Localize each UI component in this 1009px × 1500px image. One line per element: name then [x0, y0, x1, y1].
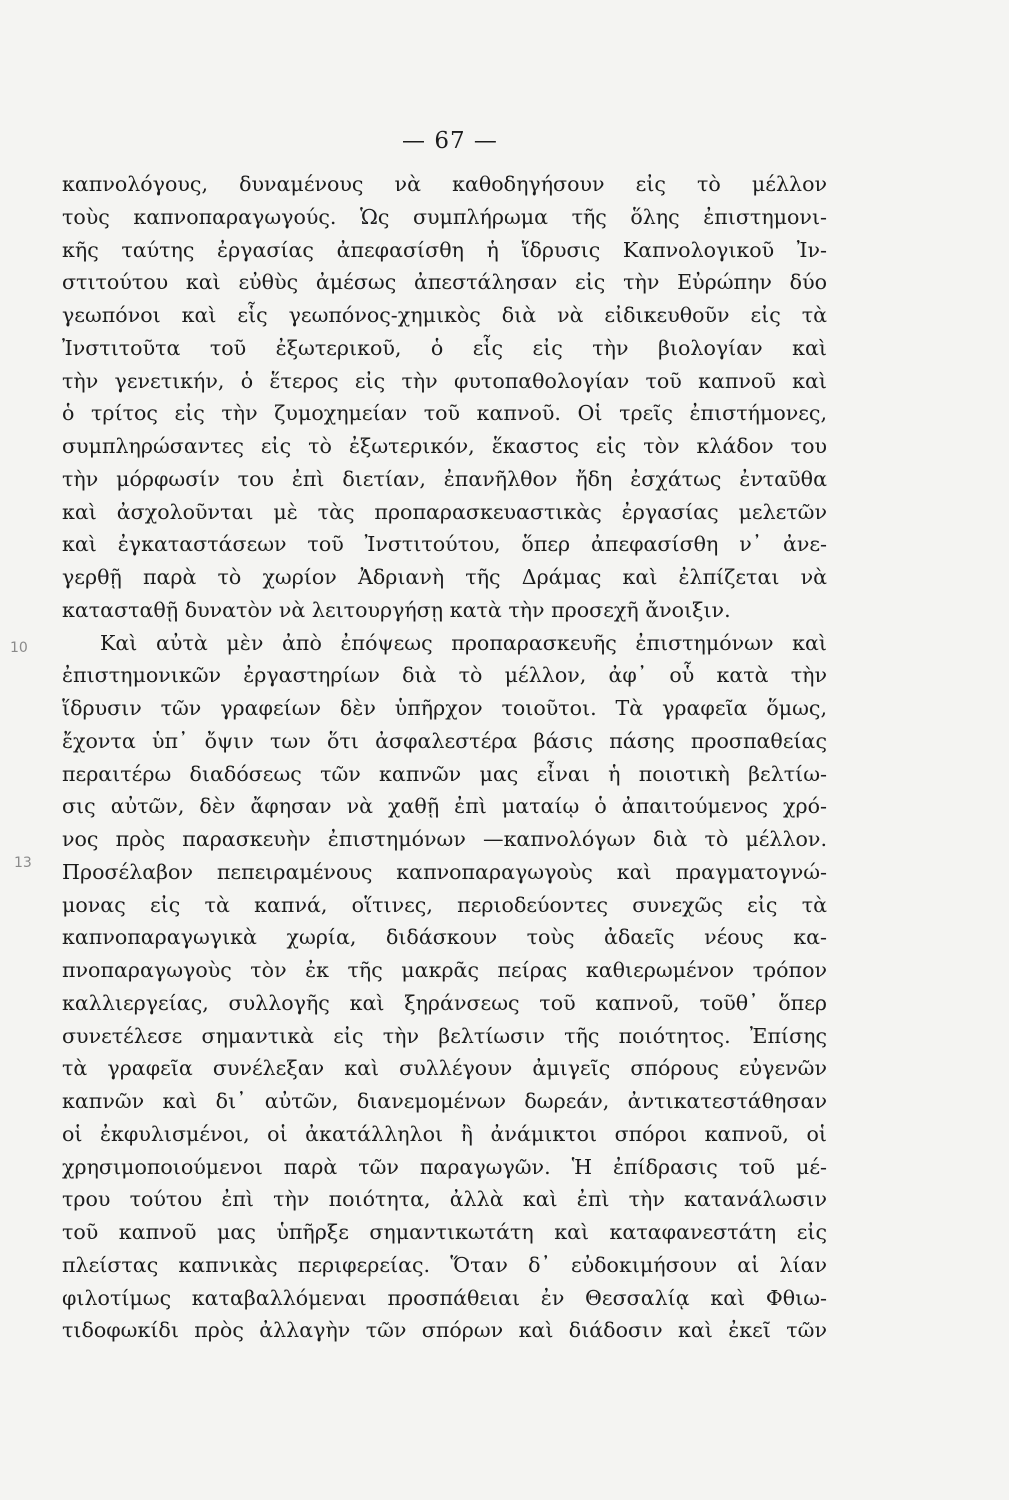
- text-line: καὶ ἀσχολοῦνται μὲ τὰς προπαρασκευαστικὰς ἐργασίας μελετῶν: [62, 499, 827, 524]
- text-line: Καὶ αὐτὰ μὲν ἀπὸ ἐπόψεως προπαρασκευῆς ἐπιστημόνων καὶ: [100, 630, 827, 655]
- margin-note: 13: [14, 855, 32, 871]
- text-line: τοὺς καπνοπαραγωγούς. Ὡς συμπλήρωμα τῆς ὅλης ἐπιστημονι-: [62, 204, 827, 229]
- text-line: κῆς ταύτης ἐργασίας ἀπεφασίσθη ἡ ἵδρυσις Καπνολογικοῦ Ἰν-: [62, 237, 827, 262]
- text-line: μονας εἰς τὰ καπνά, οἵτινες, περιοδεύοντες συνεχῶς εἰς τὰ: [62, 892, 827, 917]
- text-line: καλλιεργείας, συλλογῆς καὶ ξηράνσεως τοῦ καπνοῦ, τοῦθ᾽ ὅπερ: [62, 990, 827, 1015]
- text-line: νος πρὸς παρασκευὴν ἐπιστημόνων —καπνολόγων διὰ τὸ μέλλον.: [62, 827, 827, 851]
- text-line: συμπληρώσαντες εἰς τὸ ἐξωτερικόν, ἕκαστος εἰς τὸν κλάδον του: [62, 434, 827, 458]
- page-number: — 67 —: [402, 128, 498, 154]
- text-line: χρησιμοποιούμενοι παρὰ τῶν παραγωγῶν. Ἡ ἐπίδρασις τοῦ μέ-: [62, 1154, 827, 1179]
- text-line: τοῦ καπνοῦ μας ὑπῆρξε σημαντικωτάτη καὶ καταφανεστάτη εἰς: [62, 1220, 827, 1244]
- text-line: οἱ ἐκφυλισμένοι, οἱ ἀκατάλληλοι ἢ ἀνάμικτοι σπόροι καπνοῦ, οἱ: [62, 1121, 827, 1146]
- text-line: συνετέλεσε σημαντικὰ εἰς τὴν βελτίωσιν τῆς ποιότητος. Ἐπίσης: [62, 1023, 827, 1048]
- text-line: ἵδρυσιν τῶν γραφείων δὲν ὑπῆρχον τοιοῦτοι. Τὰ γραφεῖα ὅμως,: [62, 696, 827, 720]
- text-line: τιδοφωκίδι πρὸς ἀλλαγὴν τῶν σπόρων καὶ διάδοσιν καὶ ἐκεῖ τῶν: [62, 1318, 827, 1343]
- text-line: καπνοπαραγωγικὰ χωρία, διδάσκουν τοὺς ἀδαεῖς νέους κα-: [62, 925, 827, 950]
- body-text: [62, 168, 827, 1347]
- text-line: περαιτέρω διαδόσεως τῶν καπνῶν μας εἶναι ἡ ποιοτικὴ βελτίω-: [62, 761, 827, 786]
- text-line: τρου τούτου ἐπὶ τὴν ποιότητα, ἀλλὰ καὶ ἐπὶ τὴν κατανάλωσιν: [62, 1187, 827, 1212]
- text-line: καὶ ἐγκαταστάσεων τοῦ Ἰνστιτούτου, ὅπερ ἀπεφασίσθη ν᾽ ἀνε-: [62, 532, 827, 557]
- text-line: κατασταθῇ δυνατὸν νὰ λειτουργήσῃ κατὰ τὴν προσεχῆ ἄνοιξιν.: [62, 597, 731, 622]
- text-line: στιτούτου καὶ εὐθὺς ἀμέσως ἀπεστάλησαν εἰς τὴν Εὐρώπην δύο: [62, 270, 827, 295]
- text-line: φιλοτίμως καταβαλλόμεναι προσπάθειαι ἐν Θεσσαλίᾳ καὶ Φθιω-: [62, 1285, 827, 1310]
- text-line: καπνῶν καὶ δι᾽ αὐτῶν, διανεμομένων δωρεάν, ἀντικατεστάθησαν: [62, 1089, 827, 1113]
- text-line: πλείστας καπνικὰς περιφερείας. Ὅταν δ᾽ εὐδοκιμήσουν αἱ λίαν: [62, 1252, 827, 1277]
- margin-note: 10: [10, 640, 28, 656]
- text-line: σις αὐτῶν, δὲν ἄφησαν νὰ χαθῇ ἐπὶ ματαίῳ ὁ ἀπαιτούμενος χρό-: [62, 794, 827, 819]
- text-line: γερθῇ παρὰ τὸ χωρίον Ἀδριανὴ τῆς Δράμας καὶ ἐλπίζεται νὰ: [62, 565, 827, 589]
- text-line: πνοπαραγωγοὺς τὸν ἐκ τῆς μακρᾶς πείρας καθιερωμένον τρόπον: [62, 958, 827, 982]
- text-line: Προσέλαβον πεπειραμένους καπνοπαραγωγοὺς καὶ πραγματογνώ-: [62, 859, 827, 884]
- text-line: ἔχοντα ὑπ᾽ ὄψιν των ὅτι ἀσφαλεστέρα βάσις πάσης προσπαθείας: [62, 728, 827, 753]
- text-line: ἐπιστημονικῶν ἐργαστηρίων διὰ τὸ μέλλον, ἀφ᾽ οὗ κατὰ τὴν: [62, 663, 827, 688]
- text-line: Ἰνστιτοῦτα τοῦ ἐξωτερικοῦ, ὁ εἷς εἰς τὴν βιολογίαν καὶ: [62, 335, 827, 360]
- text-line: ὁ τρίτος εἰς τὴν ζυμοχημείαν τοῦ καπνοῦ. Οἱ τρεῖς ἐπιστήμονες,: [62, 401, 827, 426]
- text-line: καπνολόγους, δυναμένους νὰ καθοδηγήσουν εἰς τὸ μέλλον: [62, 172, 827, 196]
- text-line: τὴν μόρφωσίν του ἐπὶ διετίαν, ἐπανῆλθον ἤδη ἐσχάτως ἐνταῦθα: [62, 466, 827, 491]
- text-line: τὴν γενετικήν, ὁ ἕτερος εἰς τὴν φυτοπαθολογίαν τοῦ καπνοῦ καὶ: [62, 368, 827, 393]
- text-line: γεωπόνοι καὶ εἷς γεωπόνος-χημικὸς διὰ νὰ εἰδικευθοῦν εἰς τὰ: [62, 303, 827, 327]
- text-line: τὰ γραφεῖα συνέλεξαν καὶ συλλέγουν ἀμιγεῖς σπόρους εὐγενῶν: [62, 1056, 827, 1081]
